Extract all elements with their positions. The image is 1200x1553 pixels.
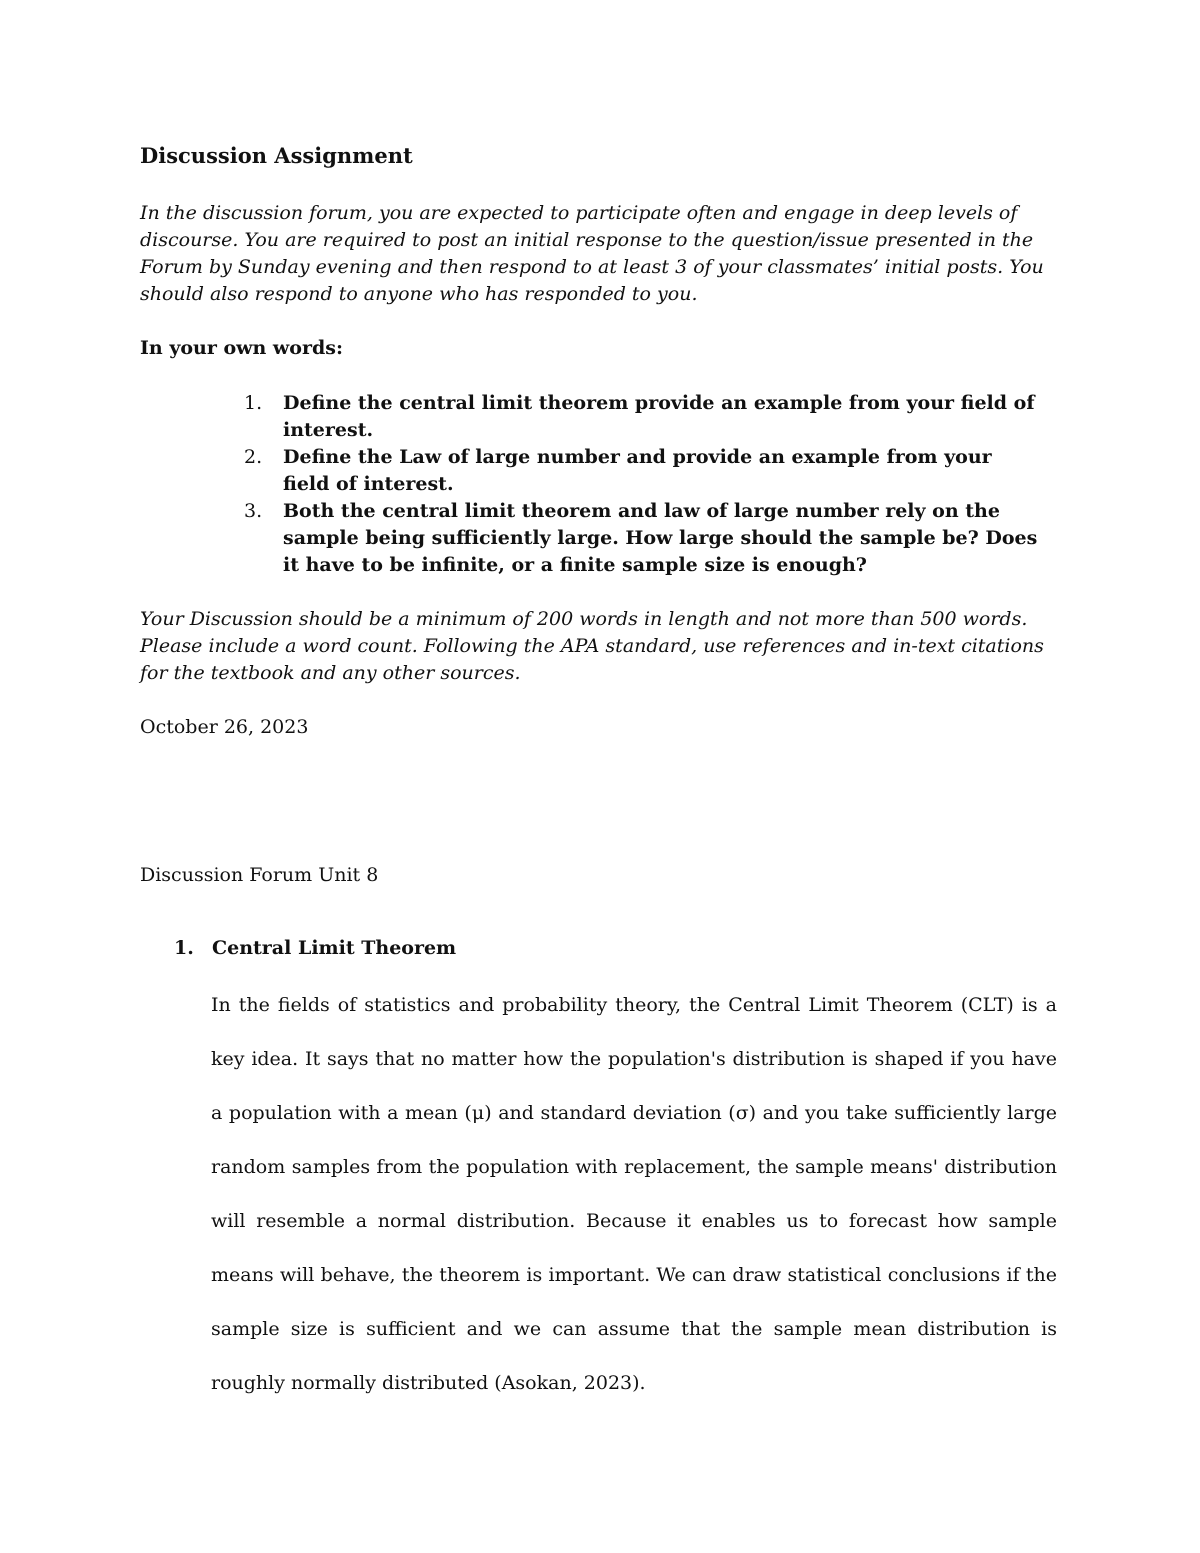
question-list xyxy=(240,390,1040,579)
document-title: Discussion Assignment xyxy=(140,143,413,168)
forum-title: Discussion Forum Unit 8 xyxy=(140,864,379,886)
question-number: 1. xyxy=(244,392,263,414)
section-number: 1. xyxy=(174,937,194,959)
question-text: Define the central limit theorem provide an example from your field of interest. xyxy=(283,392,1035,441)
question-item xyxy=(240,444,1040,498)
question-text: Define the Law of large number and provide an example from your field of interest. xyxy=(283,446,992,495)
section-heading xyxy=(174,937,456,959)
section-heading-text: Central Limit Theorem xyxy=(212,937,457,959)
section-body: In the fields of statistics and probability theory, the Central Limit Theorem (CLT) is a key idea. It says that no matter how the population's distribution is shaped if you have a population with a mean (μ) and standard deviation (σ) and you take sufficiently large random samples from the population with replacement, the sample means' distribution will resemble a normal distribution. Because it enables us to forecast how sample means will behave, the theorem is important. We can draw statistical conclusions if the sample size is sufficient and we can assume that the sample mean distribution is roughly normally distributed (Asokan, 2023). xyxy=(211,994,1057,1394)
own-words-label: In your own words: xyxy=(140,337,343,359)
document-date: October 26, 2023 xyxy=(140,716,309,738)
question-item xyxy=(240,498,1040,579)
question-text: Both the central limit theorem and law of large number rely on the sample being sufficiently large. How large should the sample be? Does it have to be infinite, or a finite sample size is enough? xyxy=(283,500,1038,576)
question-item xyxy=(240,390,1040,444)
question-number: 3. xyxy=(244,500,263,522)
intro-paragraph: In the discussion forum, you are expected to participate often and engage in deep levels of discourse. You are required to post an initial response to the question/issue presented in the Forum by Sunday evening and then respond to at least 3 of your classmates’ initial posts. You should also respond to anyone who has responded to you. xyxy=(140,202,1044,305)
question-number: 2. xyxy=(244,446,263,468)
requirements-paragraph: Your Discussion should be a minimum of 200 words in length and not more than 500 words. Please include a word count. Following the APA standard, use references and in-text citations for the textbook and any other sources. xyxy=(140,608,1044,684)
